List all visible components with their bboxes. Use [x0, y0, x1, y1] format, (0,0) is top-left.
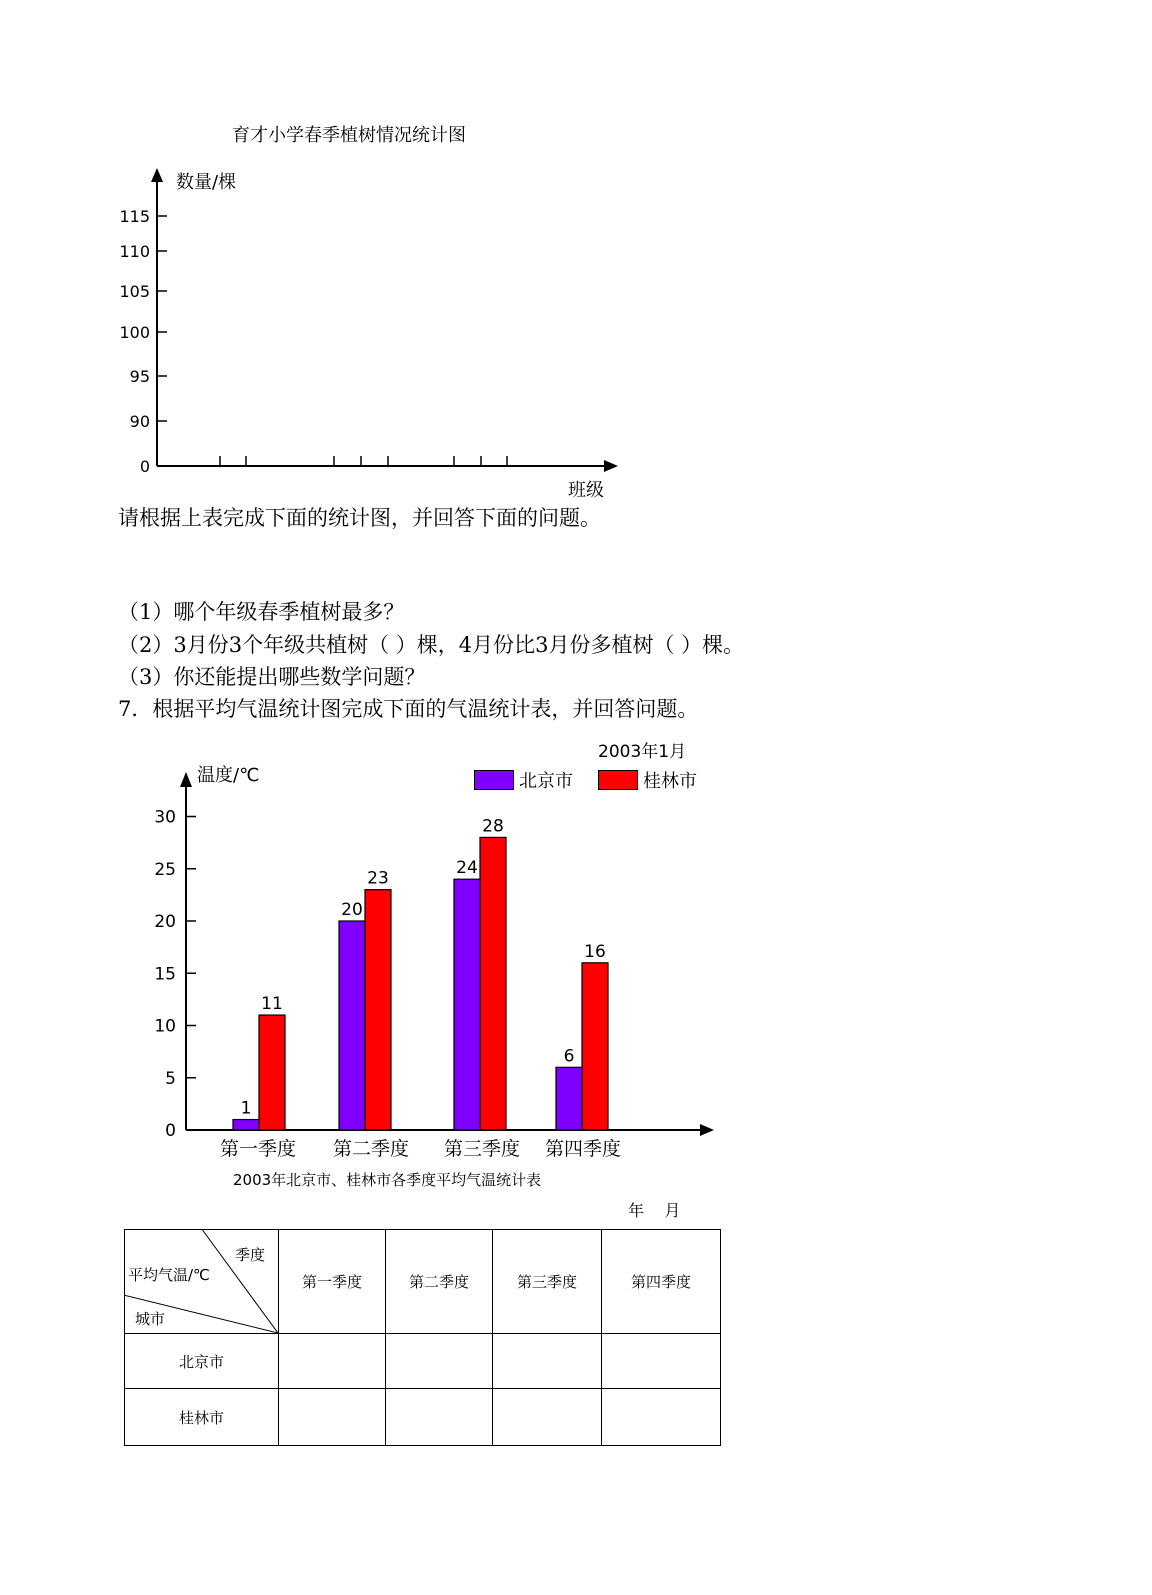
- bar-guilin-q2: [365, 890, 391, 1130]
- table-row: [125, 1389, 721, 1446]
- legend-item-guilin: [598, 767, 697, 793]
- chart1-x-axis-label: 班级: [568, 480, 604, 501]
- table-header-q4: 第四季度: [602, 1230, 721, 1334]
- bar-guilin-q1: [259, 1015, 285, 1130]
- chart1-y-tick-label: 0: [139, 457, 150, 476]
- chart2-date-label: 2003年1月: [598, 742, 687, 762]
- table-row-label-guilin: 桂林市: [125, 1389, 279, 1446]
- chart2-category-label: 第四季度: [544, 1138, 622, 1160]
- table-cell[interactable]: [279, 1389, 386, 1446]
- bar-guilin-q3: [480, 837, 506, 1130]
- bar-value-label: 1: [240, 1098, 252, 1119]
- chart1-title: 育才小学春季植树情况统计图: [232, 125, 466, 146]
- legend-swatch-beijing: [474, 770, 514, 790]
- table-caption: 2003年北京市、桂林市各季度平均气温统计表: [233, 1171, 542, 1189]
- legend-label-beijing: 北京市: [519, 771, 573, 792]
- chart2-x-arrow: [700, 1124, 714, 1136]
- chart2-y-axis-label: 温度/℃: [197, 765, 260, 786]
- question-3: （3）你还能提出哪些数学问题？: [118, 665, 426, 689]
- table-corner-bottom: 城市: [135, 1310, 166, 1328]
- chart2-y-tick-label: 10: [154, 1016, 176, 1037]
- bar-beijing-q4: [556, 1067, 582, 1130]
- bar-value-label: 6: [563, 1046, 575, 1067]
- table-header-q2: 第二季度: [386, 1230, 493, 1334]
- question-7: 7．根据平均气温统计图完成下面的气温统计表，并回答问题。: [118, 697, 699, 721]
- bar-beijing-q2: [339, 921, 365, 1130]
- bar-guilin-q4: [582, 963, 608, 1130]
- chart1-y-tick-label: 90: [129, 412, 150, 431]
- legend-item-beijing: [474, 767, 573, 793]
- chart1-y-tick-label: 110: [119, 242, 150, 261]
- chart2-y-tick-label: 20: [154, 912, 176, 932]
- table-corner-mid: 平均气温/℃: [128, 1266, 210, 1284]
- chart1-y-tick-label: 115: [119, 207, 150, 226]
- table-cell[interactable]: [386, 1389, 493, 1446]
- table-cell[interactable]: [493, 1334, 602, 1389]
- bar-value-label: 24: [456, 858, 478, 879]
- chart1-y-tick-label: 100: [119, 323, 150, 342]
- chart2-y-arrow: [180, 772, 192, 787]
- bar-value-label: 23: [367, 868, 389, 889]
- bar-beijing-q3: [454, 879, 480, 1130]
- bar-value-label: 28: [482, 816, 504, 837]
- table-cell[interactable]: [386, 1334, 493, 1389]
- table-year-month: 年 月: [628, 1201, 681, 1220]
- bar-value-label: 20: [341, 900, 363, 920]
- bar-beijing-q1: [233, 1120, 259, 1130]
- table-header-q1: 第一季度: [279, 1230, 386, 1334]
- instruction-line: 请根据上表完成下面的统计图，并回答下面的问题。: [118, 506, 601, 530]
- temperature-table: [124, 1229, 721, 1446]
- bar-value-label: 16: [584, 941, 606, 962]
- chart2-y-tick-label: 15: [154, 964, 176, 985]
- legend-label-guilin: 桂林市: [643, 771, 697, 792]
- table-row: [125, 1334, 721, 1389]
- chart2-y-tick-label: 0: [165, 1121, 176, 1141]
- table-cell[interactable]: [493, 1389, 602, 1446]
- table-row-label-beijing: 北京市: [125, 1334, 279, 1389]
- bar-value-label: 11: [261, 994, 283, 1015]
- chart1-y-axis-label: 数量/棵: [176, 172, 237, 193]
- question-1: （1）哪个年级春季植树最多？: [118, 600, 405, 624]
- table-header-q3: 第三季度: [493, 1230, 602, 1334]
- chart2-y-tick-label: 25: [154, 859, 176, 880]
- chart2-y-tick-label: 5: [165, 1068, 176, 1089]
- table-cell[interactable]: [602, 1334, 721, 1389]
- chart2-y-tick-label: 30: [154, 807, 176, 828]
- table-cell[interactable]: [279, 1334, 386, 1389]
- chart2-category-label: 第三季度: [443, 1138, 521, 1160]
- question-2: （2）3月份3个年级共植树（ ）棵，4月份比3月份多植树（ ）棵。: [118, 633, 745, 657]
- chart1-x-arrow: [604, 460, 618, 472]
- table-corner-cell: [125, 1230, 279, 1334]
- chart1-y-arrow: [151, 168, 163, 182]
- chart1-y-tick-label: 105: [119, 282, 150, 301]
- legend-swatch-guilin: [598, 770, 638, 790]
- chart2-category-label: 第二季度: [332, 1138, 410, 1160]
- chart1-y-tick-label: 95: [129, 367, 150, 386]
- table-corner-top: 季度: [235, 1246, 266, 1264]
- chart2-category-label: 第一季度: [219, 1138, 297, 1160]
- table-cell[interactable]: [602, 1389, 721, 1446]
